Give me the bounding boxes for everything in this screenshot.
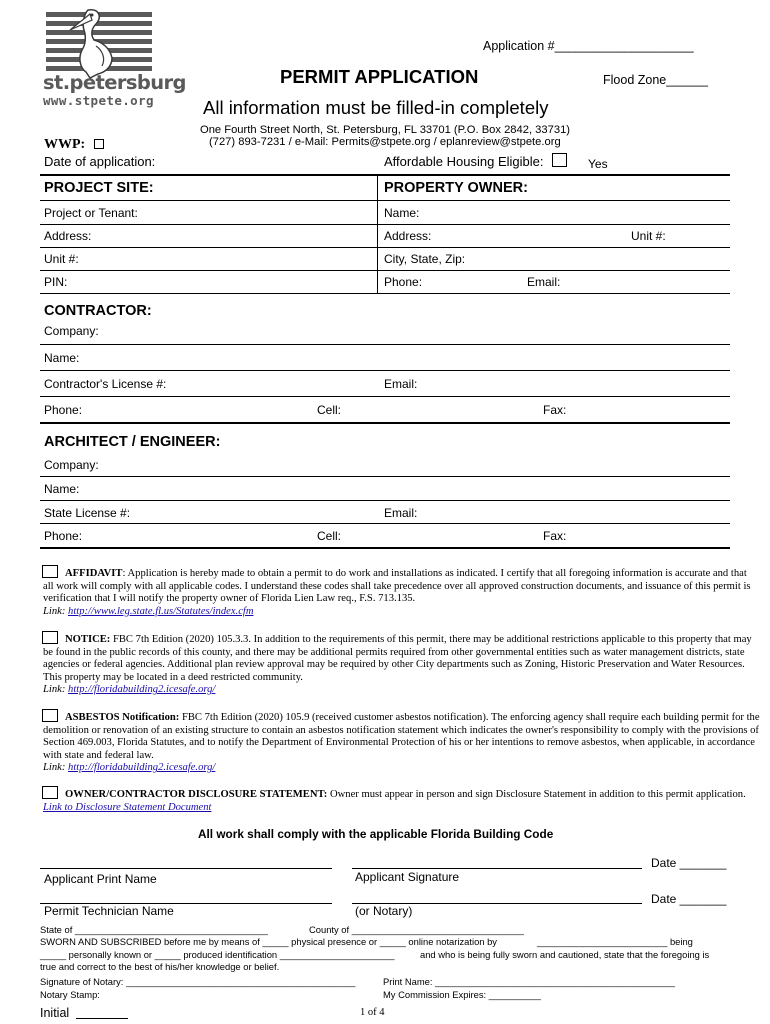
- city-logo: [40, 8, 186, 108]
- disclosure-text: Owner must appear in person and sign Disclosure Statement in addition to this permit application.: [327, 789, 746, 800]
- affidavit-title: AFFIDAVIT: [65, 568, 123, 579]
- wwp-label: WWP:: [44, 137, 86, 152]
- architect-cell-field[interactable]: Cell:: [317, 529, 342, 543]
- notary-identification-line: _____ personally known or _____ produced identification ______________________: [40, 949, 395, 960]
- wwp-field[interactable]: [44, 135, 104, 153]
- divider: [40, 547, 730, 549]
- date-of-application-label: Date of application:: [44, 154, 156, 169]
- owner-phone-field[interactable]: Phone:: [384, 275, 423, 289]
- asbestos-link[interactable]: http://floridabuilding2.icesafe.org/: [68, 762, 216, 774]
- affordable-housing-checkbox[interactable]: [552, 153, 567, 167]
- divider: [40, 476, 730, 477]
- notary-stamp-label: Notary Stamp:: [40, 989, 100, 1000]
- column-divider: [377, 174, 378, 294]
- owner-email-field[interactable]: Email:: [527, 275, 561, 289]
- affidavit-paragraph: [43, 568, 755, 618]
- divider: [40, 247, 730, 248]
- notary-print-name-field[interactable]: Print Name: ______________________________________________: [383, 976, 675, 987]
- divider: [40, 224, 730, 225]
- project-site-heading: PROJECT SITE:: [44, 180, 154, 196]
- comply-statement: All work shall comply with the applicable Florida Building Code: [198, 827, 554, 841]
- divider: [40, 174, 730, 176]
- pelican-logo-icon: [40, 8, 158, 80]
- asbestos-link-label: Link:: [43, 762, 69, 774]
- divider: [40, 396, 730, 397]
- project-unit-field[interactable]: Unit #:: [44, 252, 79, 266]
- architect-license-field[interactable]: State License #:: [44, 506, 131, 520]
- contractor-email-field[interactable]: Email:: [384, 377, 418, 391]
- initial-line: [76, 1006, 128, 1019]
- architect-heading: ARCHITECT / ENGINEER:: [44, 434, 221, 450]
- page-number: 1 of 4: [360, 1007, 385, 1018]
- architect-email-field[interactable]: Email:: [384, 506, 418, 520]
- disclosure-link[interactable]: Link to Disclosure Statement Document: [43, 801, 212, 813]
- project-address-field[interactable]: Address:: [44, 229, 92, 243]
- notary-state-field[interactable]: State of _____________________________________: [40, 924, 268, 935]
- initial-label: Initial: [40, 1006, 70, 1020]
- address-line: One Fourth Street North, St. Petersburg, FL 33701 (P.O. Box 2842, 33731): [200, 124, 571, 136]
- notice-paragraph: [43, 634, 755, 697]
- divider: [40, 200, 730, 201]
- divider: [40, 500, 730, 501]
- notary-signature-field[interactable]: Signature of Notary: ____________________________________________: [40, 976, 356, 987]
- logo-url-text: www.stpete.org: [43, 93, 154, 108]
- architect-name-field[interactable]: Name:: [44, 482, 80, 496]
- owner-address-field[interactable]: Address:: [384, 229, 432, 243]
- disclosure-title: OWNER/CONTRACTOR DISCLOSURE STATEMENT:: [65, 789, 328, 800]
- affidavit-link[interactable]: http://www.leg.state.fl.us/Statutes/index.cfm: [68, 605, 254, 617]
- contractor-phone-field[interactable]: Phone:: [44, 403, 83, 417]
- wwp-checkbox[interactable]: [94, 139, 104, 149]
- architect-fax-field[interactable]: Fax:: [543, 529, 567, 543]
- notary-sworn-line: SWORN AND SUBSCRIBED before me by means of _____ physical presence or _____ online notarization by: [40, 936, 497, 947]
- applicant-date-field[interactable]: Date _______: [651, 856, 727, 870]
- divider: [40, 370, 730, 371]
- divider: [40, 293, 730, 294]
- page-title: PERMIT APPLICATION: [280, 66, 479, 87]
- affordable-housing-field[interactable]: [384, 153, 567, 171]
- or-notary-label: (or Notary): [355, 904, 413, 918]
- project-tenant-field[interactable]: Project or Tenant:: [44, 206, 138, 220]
- notary-county-field[interactable]: County of _________________________________: [309, 924, 524, 935]
- flood-zone[interactable]: Flood Zone______: [603, 73, 708, 87]
- asbestos-text: FBC 7th Edition (2020) 105.9 (received customer asbestos notification). The enforcing agency shall require each building permit for the demolition or renovation of an existing structure to contain an asbestos notification statement which indicates the owner's responsibility to comply with the provisions of Section 469.003, Florida Statutes, and to notify the Department of Environmental Protection of his or her intentions to remove asbestos, when applicable, in accordance with state and federal law.: [43, 712, 760, 761]
- architect-company-field[interactable]: Company:: [44, 458, 99, 472]
- project-pin-field[interactable]: PIN:: [44, 275, 68, 289]
- contractor-license-field[interactable]: Contractor's License #:: [44, 377, 167, 391]
- affordable-housing-label: Affordable Housing Eligible:: [384, 154, 544, 169]
- contractor-fax-field[interactable]: Fax:: [543, 403, 567, 417]
- applicant-print-name-label: Applicant Print Name: [44, 872, 157, 886]
- asbestos-paragraph: [43, 712, 763, 775]
- divider: [40, 270, 730, 271]
- notice-link-label: Link:: [43, 684, 69, 696]
- signature-line: [40, 868, 332, 869]
- applicant-signature-label: Applicant Signature: [355, 870, 460, 884]
- contact-line: (727) 893-7231 / e-Mail: Permits@stpete.org / eplanreview@stpete.org: [209, 136, 561, 148]
- contractor-heading: CONTRACTOR:: [44, 303, 152, 319]
- notice-title: NOTICE:: [65, 634, 111, 645]
- contractor-cell-field[interactable]: Cell:: [317, 403, 342, 417]
- technician-date-field[interactable]: Date _______: [651, 892, 727, 906]
- initial-field[interactable]: [40, 1006, 128, 1020]
- asbestos-title: ASBESTOS Notification:: [65, 712, 180, 723]
- property-owner-heading: PROPERTY OWNER:: [384, 180, 528, 196]
- contractor-name-field[interactable]: Name:: [44, 351, 80, 365]
- architect-phone-field[interactable]: Phone:: [44, 529, 83, 543]
- owner-city-state-zip-field[interactable]: City, State, Zip:: [384, 252, 466, 266]
- logo-city-text: st.petersburg: [43, 71, 186, 94]
- affidavit-link-label: Link:: [43, 605, 69, 617]
- notice-text: FBC 7th Edition (2020) 105.3.3. In addition to the requirements of this permit, there may be additional restrictions applicable to this property that may be found in the public records of this county, and there may be additional permits required from other governmental entities such as water management districts, state agencies or federal agencies. Additional plan review approval may be required by other City departments such as Zoning, Historic Preservation and Water Resources. This property may be located in a deed restricted community.: [43, 634, 752, 683]
- owner-name-field[interactable]: Name:: [384, 206, 420, 220]
- notary-true-correct: true and correct to the best of his/her knowledge or belief.: [40, 961, 280, 972]
- page-subtitle: All information must be filled-in completely: [203, 97, 549, 118]
- notary-by-field[interactable]: _________________________ being: [537, 936, 693, 947]
- disclosure-paragraph: [43, 789, 755, 814]
- divider: [40, 523, 730, 524]
- owner-unit-field[interactable]: Unit #:: [631, 229, 666, 243]
- permit-technician-label: Permit Technician Name: [44, 904, 174, 918]
- notary-commission-field[interactable]: My Commission Expires: __________: [383, 989, 541, 1000]
- divider: [40, 344, 730, 345]
- notary-sworn-statement: and who is being fully sworn and cautioned, state that the foregoing is: [420, 949, 710, 960]
- divider: [40, 422, 730, 424]
- contractor-company-field[interactable]: Company:: [44, 324, 99, 338]
- affordable-housing-yes: Yes: [588, 157, 608, 171]
- signature-line: [352, 868, 642, 869]
- application-number[interactable]: Application #____________________: [483, 39, 694, 53]
- affidavit-text: : Application is hereby made to obtain a permit to do work and installations as indicated. I certify that all foregoing information is accurate and that all work will comply with all applicable codes. I understand these codes shall take precedence over all approved construction documents, and issuance of this permit is verification that I will notify the property owner of Florida Lien Law req., F.S. 713.135.: [43, 568, 751, 605]
- notice-link[interactable]: http://floridabuilding2.icesafe.org/: [68, 684, 216, 696]
